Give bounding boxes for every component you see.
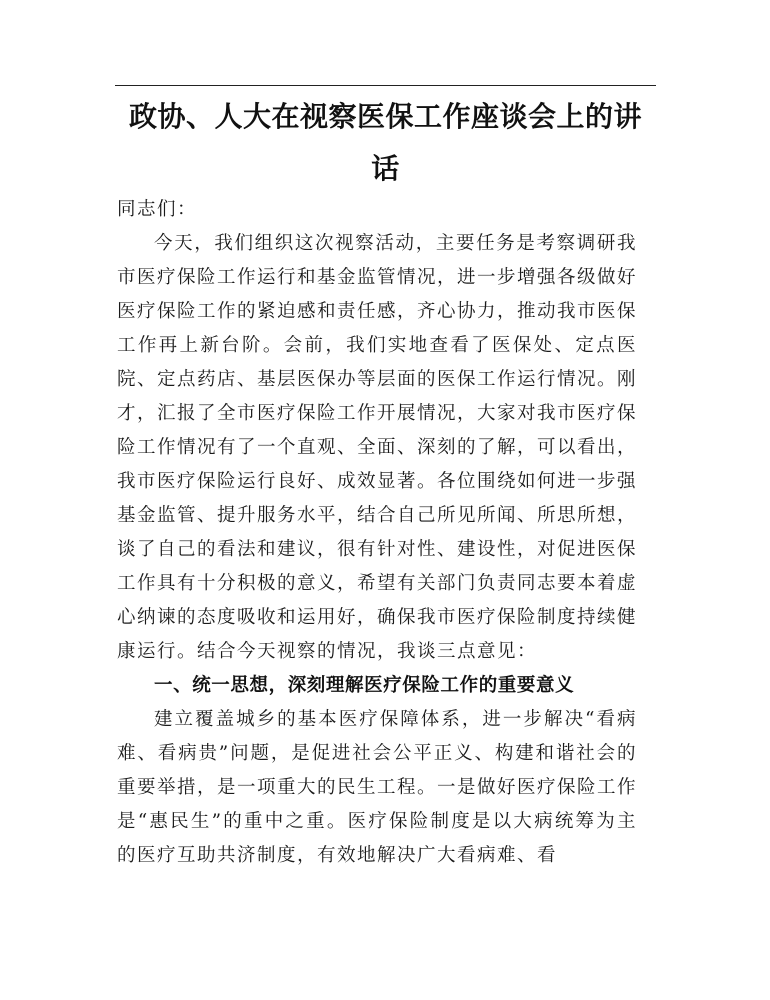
salutation: 同志们： (117, 199, 198, 220)
intro-paragraph: 今天，我们组织这次视察活动，主要任务是考察调研我市医疗保险工作运行和基金监管情况，进一步增强各级做好医疗保险工作的紧迫感和责任感，齐心协力，推动我市医保工作再上新台阶。会前，我们实地查看了医保处、定点医院、定点药店、基层医保办等层面的医保工作运行情况。刚才，汇报了全市医疗保险工作开展情况，大家对我市医疗保险工作情况有了一个直观、全面、深刻的了解，可以看出，我市医疗保险运行良好、成效显著。各位围绕如何进一步强基金监管、提升服务水平，结合自己所见所闻、所思所想，谈了自己的看法和建议，很有针对性、建设性，对促进医保工作具有十分积极的意义，希望有关部门负责同志要本着虚心纳谏的态度吸收和运用好，确保我市医疗保险制度持续健康运行。结合今天视察的情况，我谈三点意见： (117, 233, 638, 662)
section-paragraph: 建立覆盖城乡的基本医疗保障体系，进一步解决“看病难、看病贵”问题，是促进社会公平正义、构建和谐社会的重要举措，是一项重大的民生工程。一是做好医疗保险工作是“惠民生”的重中之重。医疗保险制度是以大病统筹为主的医疗互助共济制度，有效地解决广大看病难、看 (117, 709, 638, 866)
header-rule (115, 85, 656, 86)
document-title: 政协、人大在视察医保工作座谈会上的讲话 (128, 100, 642, 185)
section-heading: 一、统一思想，深刻理解医疗保险工作的重要意义 (154, 675, 575, 696)
document-body (117, 193, 637, 873)
